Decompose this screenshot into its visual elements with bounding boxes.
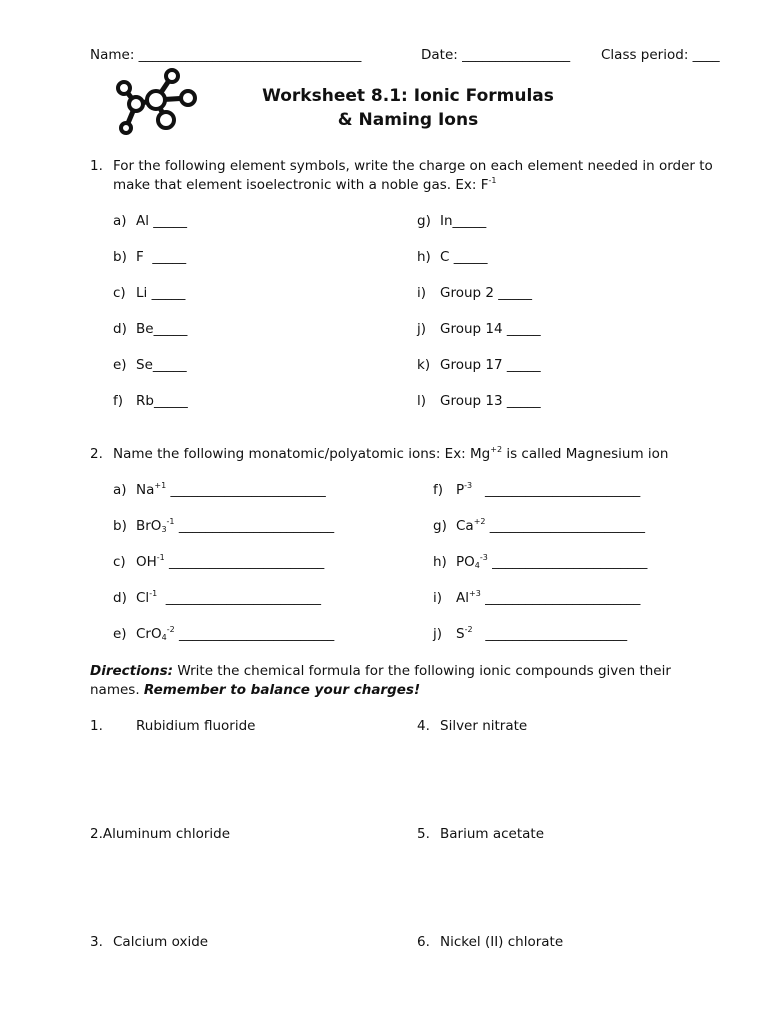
- item-label: a): [113, 213, 127, 229]
- ion-symbol: Al: [456, 590, 469, 606]
- q1-item: [113, 393, 188, 409]
- ion-charge: +2: [473, 517, 486, 526]
- item-label: b): [113, 249, 127, 265]
- ion-symbol: CrO: [136, 626, 162, 642]
- q2-number: 2.: [90, 446, 103, 462]
- q1-text-line1: For the following element symbols, write the charge on each element needed in order to: [113, 158, 713, 174]
- ion-charge: -2: [464, 625, 473, 634]
- item-label: g): [433, 518, 447, 534]
- item-text: Li _____: [136, 285, 186, 301]
- ion-subscript: 4: [474, 561, 480, 570]
- item-label: j): [433, 626, 443, 642]
- item-text: Be_____: [136, 321, 188, 337]
- item-text: Group 17 _____: [440, 357, 541, 373]
- item-label: k): [417, 357, 431, 373]
- item-text: In_____: [440, 213, 487, 229]
- q1-number: 1.: [90, 158, 103, 174]
- ion-symbol: BrO: [136, 518, 162, 534]
- q2-ion-item: [433, 518, 645, 534]
- ion-charge: -1: [149, 589, 158, 598]
- class-period-field: Class period: ____: [601, 47, 720, 63]
- item-label: g): [417, 213, 431, 229]
- q2-ion-item: [113, 518, 334, 534]
- answer-blank: _______________________: [485, 518, 646, 534]
- q2-ion-item: [433, 590, 640, 606]
- ion-symbol: Ca: [456, 518, 474, 534]
- item-label: c): [113, 285, 126, 301]
- q2-text: Name the following monatomic/polyatomic ions: Ex: $Mg^{+2}$ is called Magnesium ion: [113, 445, 669, 462]
- answer-blank: _______________________: [480, 590, 641, 606]
- compound-1: 1. Rubidium fluoride: [90, 718, 256, 734]
- ion-symbol: S: [456, 626, 465, 642]
- q2-ion-item: [433, 554, 647, 570]
- item-text: C _____: [440, 249, 488, 265]
- compound-3: 3. Calcium oxide: [90, 934, 209, 950]
- directions-line2: names. Remember to balance your charges!: [90, 682, 421, 698]
- q2-ion-item: [113, 482, 326, 498]
- directions-line1: Directions: Write the chemical formula for the following ionic compounds given their: [90, 663, 671, 679]
- item-text: Al _____: [136, 213, 188, 229]
- item-label: a): [113, 482, 127, 498]
- item-label: c): [113, 554, 126, 570]
- ion-charge: -1: [166, 517, 175, 526]
- q2-ion-item: [433, 626, 627, 642]
- q1-item: [417, 213, 486, 229]
- item-label: e): [113, 357, 127, 373]
- q1-item: [417, 285, 532, 301]
- answer-blank: _______________________: [174, 626, 335, 642]
- item-label: e): [113, 626, 127, 642]
- answer-blank: _______________________: [157, 590, 322, 606]
- compound-2: 2.Aluminum chloride: [90, 826, 231, 842]
- item-text: Se_____: [136, 357, 187, 373]
- item-label: d): [113, 590, 127, 606]
- ion-subscript: 3: [161, 525, 167, 534]
- q1-item: [113, 249, 186, 265]
- item-label: b): [113, 518, 127, 534]
- q1-item: [417, 393, 541, 409]
- item-label: h): [417, 249, 431, 265]
- q2-ion-item: [113, 554, 324, 570]
- item-label: f): [433, 482, 444, 498]
- item-label: d): [113, 321, 127, 337]
- ion-charge: -3: [479, 553, 488, 562]
- ion-charge: -1: [156, 553, 165, 562]
- answer-blank: _____________________: [472, 626, 628, 642]
- compound-6: 6. Nickel (II) chlorate: [417, 934, 564, 950]
- item-text: Group 14 _____: [440, 321, 541, 337]
- ion-symbol: P: [456, 482, 465, 498]
- ion-symbol: Na: [136, 482, 155, 498]
- worksheet-title-line2: & Naming Ions: [337, 110, 479, 130]
- name-field: Name: _________________________________: [90, 47, 362, 63]
- q1-item: [113, 285, 185, 301]
- item-text: Group 13 _____: [440, 393, 541, 409]
- worksheet-title-line1: Worksheet 8.1: Ionic Formulas: [262, 86, 554, 106]
- item-text: F _____: [136, 249, 187, 265]
- compound-4: 4. Silver nitrate: [417, 718, 528, 734]
- compound-5: 5. Barium acetate: [417, 826, 544, 842]
- item-text: Rb_____: [136, 393, 188, 409]
- q1-text-line2: make that element isoelectronic with a noble gas. Ex: $F^{-1}$: [113, 176, 497, 193]
- date-field: Date: ________________: [421, 47, 571, 63]
- item-label: j): [417, 321, 427, 337]
- item-label: i): [417, 285, 427, 301]
- ion-subscript: 4: [161, 633, 167, 642]
- q2-ion-item: [113, 590, 321, 606]
- q1-item: [113, 213, 187, 229]
- answer-blank: _______________________: [472, 482, 641, 498]
- ion-charge: -2: [166, 625, 175, 634]
- ion-symbol: PO: [456, 554, 475, 570]
- q2-ion-item: [113, 626, 334, 642]
- q2-ion-item: [433, 482, 640, 498]
- q1-item: [417, 249, 487, 265]
- item-text: Group 2 _____: [440, 285, 533, 301]
- q1-item: [113, 321, 187, 337]
- ion-charge: +1: [154, 481, 167, 490]
- item-label: h): [433, 554, 447, 570]
- answer-blank: _______________________: [487, 554, 648, 570]
- molecule-icon: [110, 64, 202, 140]
- q1-item: [113, 357, 187, 373]
- answer-blank: _______________________: [174, 518, 335, 534]
- item-label: l): [417, 393, 427, 409]
- ion-symbol: Cl: [136, 590, 150, 606]
- answer-blank: _______________________: [164, 554, 325, 570]
- q1-item: [417, 357, 541, 373]
- item-label: i): [433, 590, 443, 606]
- q1-item: [417, 321, 541, 337]
- item-label: f): [113, 393, 124, 409]
- ion-charge: +3: [469, 589, 481, 598]
- ion-symbol: OH: [136, 554, 157, 570]
- ion-charge: -3: [464, 481, 473, 490]
- answer-blank: _______________________: [166, 482, 326, 498]
